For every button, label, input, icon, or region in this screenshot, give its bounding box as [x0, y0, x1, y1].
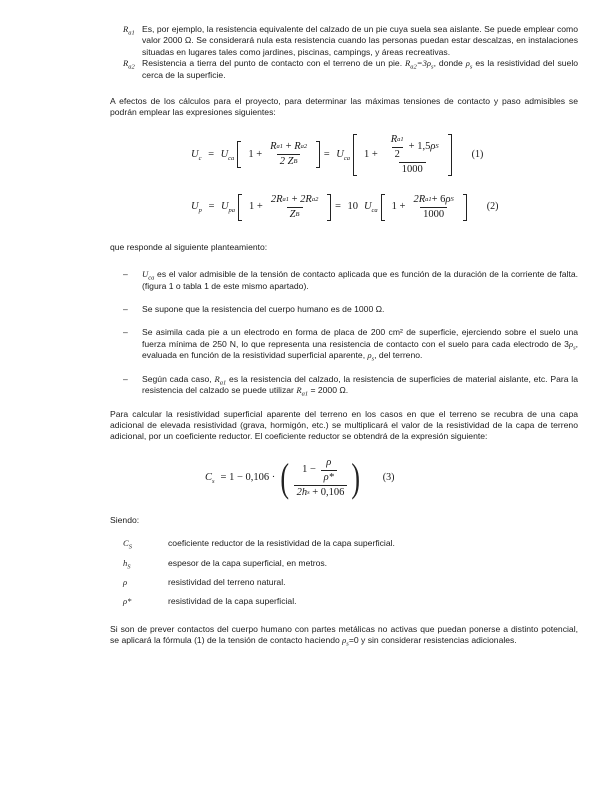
closing-text-segment: =0 y sin considerar resistencias adicionales. — [348, 635, 517, 646]
bullet-text-segment: Se asimila cada pie a un electrodo en forma de placa de 200 cm² de superficie, ejerciendo sobre el suelo una fuerza mínima de 250 N, lo que representa una resistencia de contacto con el suelo para cada electrodo de 3 — [142, 327, 578, 349]
equals-sign: = — [334, 201, 342, 213]
inline-math — [296, 385, 309, 398]
paragraph-closing — [110, 624, 578, 647]
plus-sign: + — [285, 141, 292, 153]
math-base: U — [191, 148, 199, 160]
coefficient: + 0,106 — [312, 486, 345, 498]
symbol-row-hs — [123, 558, 578, 569]
math-sub: ca — [228, 154, 235, 162]
definition-text-segment: Es, por ejemplo, la resistencia equivalente del calzado de un pie cuya suela sea aislante. Se puede emplear como valor 2000 Ω. Se considerará nula esta resistencia cuando las personas puedan estar descalzas, en instalaciones situadas en lugares tales como jardines, piscinas, campings, y áreas recreativas. — [142, 24, 578, 57]
equation-number: (1) — [471, 148, 484, 160]
symbol-base: R — [123, 58, 129, 69]
inline-math — [142, 269, 155, 282]
math-base: R — [294, 141, 301, 153]
left-bracket — [237, 141, 241, 168]
math-sub: s — [431, 63, 434, 71]
symbol-sub: S — [127, 563, 131, 571]
math-sub: a1 — [219, 379, 227, 387]
symbol-base: ρ — [123, 576, 128, 587]
equation-1 — [188, 131, 578, 179]
left-bracket — [381, 194, 385, 221]
symbol-base: R — [123, 24, 129, 34]
right-bracket — [316, 141, 320, 168]
math-sub: ca — [371, 207, 378, 215]
bullet-item — [123, 304, 578, 315]
fraction: 2R a1 + 6 ρ S 1000 — [413, 193, 454, 220]
symbol-ra2 — [123, 58, 142, 81]
dash-marker: – — [123, 373, 128, 384]
symbol-base: ρ* — [123, 596, 132, 607]
bullet-text — [142, 269, 578, 292]
eq3-lhs — [205, 472, 215, 484]
symbol-rho-star — [123, 596, 168, 607]
symbol-row-rho-star — [123, 596, 578, 607]
bracket-group — [238, 191, 331, 224]
math-sub: pa — [228, 207, 236, 215]
math-base: 2 Z — [279, 156, 294, 168]
equals-sign: = — [207, 148, 215, 160]
math-sub: ca — [343, 154, 350, 162]
math-base: 2R — [270, 193, 283, 205]
symbol-cs — [123, 538, 168, 549]
paragraph-planteamiento: que responde al siguiente planteamiento: — [110, 241, 268, 252]
math-base: Z — [289, 208, 296, 220]
one-plus: 1 + — [248, 148, 263, 160]
symbol-ra1 — [123, 24, 142, 58]
math-den: 1000 — [399, 162, 426, 176]
math-den: 2 — [392, 147, 403, 161]
math-base: 2h — [296, 486, 308, 498]
definition-item-ra2 — [123, 58, 578, 81]
math-den: 1000 — [420, 207, 447, 221]
bullet-text-segment: Según cada caso, — [142, 373, 215, 384]
eq2-lhs — [191, 201, 202, 213]
eq1-uca2 — [336, 149, 350, 161]
math-base: R — [214, 373, 220, 384]
math-base: ρ — [445, 193, 451, 205]
equation-2 — [188, 191, 578, 224]
definition-text-segment: , donde — [433, 58, 466, 69]
math-sub: s — [212, 477, 215, 485]
bullet-text-segment: es la resistencia del calzado, la resistencia de superficies de material aislante, etc. Para la resistencia del calzado se puede utilizar — [142, 373, 578, 396]
math-base: R — [270, 141, 277, 153]
eq1-lhs — [191, 149, 201, 161]
eq3-coefficient: = 1 − 0,106 · — [220, 471, 276, 483]
math-sub: s — [346, 640, 349, 648]
right-bracket — [327, 194, 331, 221]
bracket-group — [237, 138, 320, 171]
symbol-sub: a1 — [128, 29, 135, 37]
math-base: ρ — [465, 58, 470, 69]
siendo-label: Siendo: — [110, 514, 140, 525]
math-base: R — [296, 385, 302, 396]
math-base: U — [191, 201, 199, 213]
nested-fraction: R a1 2 — [390, 133, 404, 160]
equation-number: (3) — [382, 471, 395, 483]
eq1-uca — [221, 149, 235, 161]
rho-star-symbol: ρ* — [321, 470, 337, 484]
bullet-text — [142, 327, 578, 361]
coefficient: + 1,5 — [408, 141, 431, 153]
fraction: R a1 + R a2 2 Z B — [270, 141, 308, 168]
paragraph-coeficiente: Para calcular la resistividad superficial aparente del terreno en los casos en que el terreno se recubra de una capa adicional de elevada resistividad (grava, hormigón, etc.) se multiplicará el valor de la resistividad de la capa de terreno adicional, por un coeficiente reductor. El coeficiente reductor se obtendrá de la expresión siguiente: — [110, 408, 578, 442]
eq2-upa — [221, 201, 235, 213]
definition-text-segment: Resistencia a tierra del punto de contacto con el terreno de un pie. — [142, 58, 406, 69]
bullet-text — [142, 374, 578, 397]
math-sub: c — [198, 154, 202, 162]
left-bracket — [238, 194, 242, 221]
one-minus: 1 − — [302, 464, 316, 476]
coefficient: + 6 — [431, 193, 446, 205]
equals-sign: = — [207, 201, 215, 213]
bullet-item — [123, 269, 578, 292]
math-base: U — [142, 269, 149, 280]
plus-sign: + — [291, 193, 298, 205]
definition-item-ra1 — [123, 24, 578, 58]
math-sub: p — [198, 207, 202, 215]
bullet-item — [123, 327, 578, 361]
math-base: C — [205, 471, 213, 483]
math-base: R — [405, 58, 411, 69]
equation-3 — [202, 454, 578, 500]
bullet-text-segment: es el valor admisible de la tensión de contacto aplicada que es función de la duración de la corriente de falta. (figura 1 o tabla 1 de este mismo apartado). — [142, 269, 578, 291]
fraction: R a1 2 + 1,5 ρ S 1000 — [383, 134, 442, 176]
math-base: ρ — [430, 141, 436, 153]
right-bracket — [448, 134, 452, 176]
one-plus: 1 + — [249, 201, 263, 213]
symbol-sub: S — [128, 543, 132, 551]
symbol-base: C — [123, 538, 129, 549]
inline-math — [342, 635, 349, 648]
bullet-text-segment: Se supone que la resistencia del cuerpo humano es de 1000 Ω. — [142, 304, 385, 315]
math-sub: s — [469, 63, 473, 71]
math-base: U — [363, 201, 372, 213]
eq2-uca — [364, 201, 378, 213]
symbol-rho — [123, 577, 168, 588]
symbol-sub: a2 — [128, 63, 135, 71]
symbol-description: resistividad de la capa superficial. — [168, 596, 297, 607]
math-base: 2R — [300, 193, 312, 205]
symbol-hs — [123, 558, 168, 569]
bullet-text-segment: , del terreno. — [374, 350, 423, 361]
math-base: R — [390, 133, 398, 145]
math-base: U — [336, 148, 344, 160]
math-sub: s — [371, 356, 375, 363]
dash-marker: – — [123, 327, 128, 338]
symbol-description: coeficiente reductor de la resistividad de la capa superficial. — [168, 538, 395, 549]
dash-marker: – — [123, 269, 128, 280]
math-sub: ca — [148, 274, 155, 282]
equation-number: (2) — [486, 201, 499, 213]
dash-marker: – — [123, 304, 128, 315]
fraction: 2R a1 + 2R a2 Z B — [270, 193, 319, 220]
definition-text-segment: es la resistividad del suelo cerca de la superficie. — [142, 58, 579, 80]
bullet-text-segment: = 2000 Ω. — [308, 385, 349, 396]
one-plus: 1 + — [391, 201, 406, 213]
bullet-item — [123, 374, 578, 397]
closing-text-segment: Si son de prever contactos del cuerpo humano con partes metálicas no activas que puedan ponerse a distinto potencial, se aplicará la fórmula (1) de la tensión de contacto haciendo — [110, 623, 578, 646]
left-bracket — [353, 134, 357, 176]
definition-text — [142, 58, 578, 81]
inline-math — [405, 58, 434, 71]
nested-fraction — [321, 457, 337, 484]
bullet-text-segment: , evaluada en función de la resistividad superficial aparente, — [142, 338, 578, 361]
inline-math — [568, 338, 576, 352]
inline-math — [214, 373, 227, 387]
bullet-list — [110, 269, 578, 396]
symbol-definition-list — [110, 538, 578, 608]
right-paren: ) — [351, 454, 361, 500]
symbol-base: h — [123, 557, 128, 568]
one-plus: 1 + — [363, 148, 378, 160]
math-base: U — [220, 201, 229, 213]
paragraph-intro: A efectos de los cálculos para el proyecto, para determinar las máximas tensiones de contacto y paso admisibles se podrán emplear las expresiones siguientes: — [110, 96, 578, 118]
equals-sign: = — [323, 148, 331, 160]
bullet-text — [142, 304, 578, 315]
fraction: 1 − $\frac{\rho}{\rho*}$ 2h s + 0,106 — [294, 457, 348, 499]
math-sub: s — [573, 344, 576, 352]
math-base: ρ — [568, 338, 574, 349]
right-bracket — [463, 194, 467, 221]
definition-text — [142, 24, 578, 58]
symbol-description: espesor de la capa superficial, en metros. — [168, 557, 328, 568]
math-op: =3 — [416, 58, 427, 69]
math-base: ρ — [342, 635, 347, 646]
symbol-description: resistividad del terreno natural. — [168, 576, 286, 587]
math-base: ρ — [367, 350, 372, 361]
symbol-row-cs — [123, 538, 578, 549]
coefficient-ten: 10 — [347, 201, 358, 213]
symbol-row-rho — [123, 577, 578, 588]
left-paren: ( — [280, 454, 290, 500]
math-base: ρ — [426, 58, 432, 69]
math-sub: a1 — [301, 390, 309, 398]
math-base: 2R — [413, 193, 426, 205]
math-base: U — [220, 148, 229, 160]
bracket-group — [381, 191, 467, 224]
rho-symbol: ρ — [326, 456, 332, 468]
math-sub: a2 — [410, 63, 417, 71]
bracket-group — [353, 131, 452, 179]
